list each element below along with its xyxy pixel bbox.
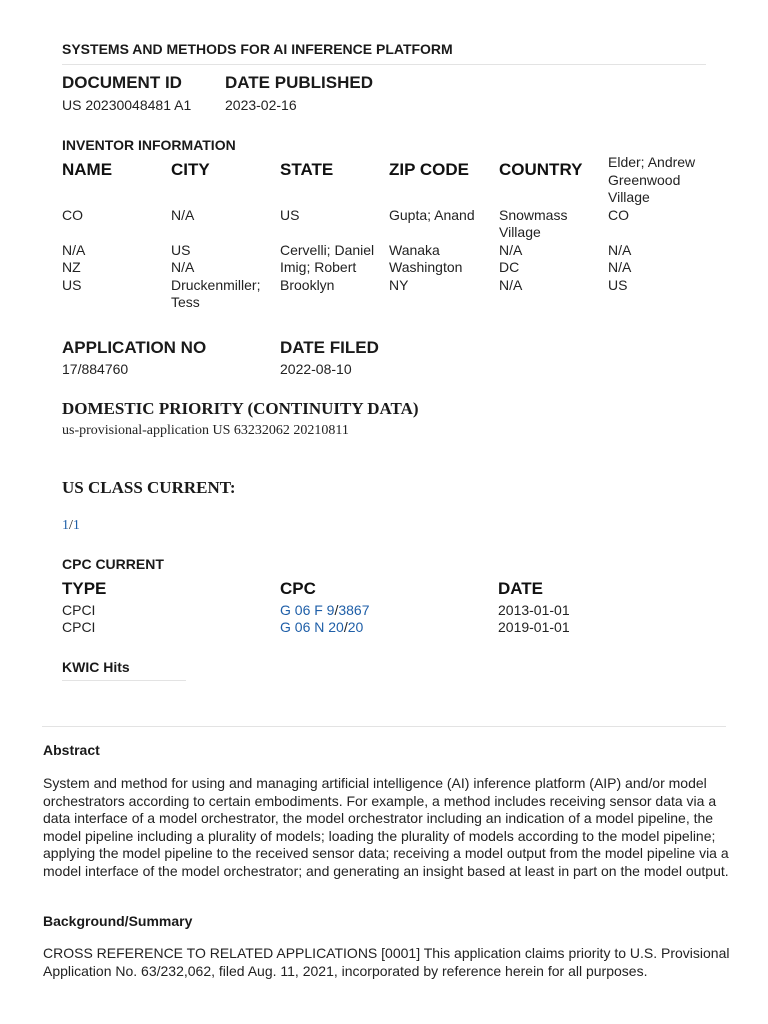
inventor-cell: Brooklyn [280,276,335,293]
inventor-cell: CO [608,206,629,223]
abstract-heading: Abstract [43,742,100,758]
cpc-header-date: DATE [498,579,544,598]
inventor-header-city: CITY [171,160,210,179]
us-class-heading: US CLASS CURRENT: [62,478,236,497]
us-class-separator: / [69,518,73,533]
cpc-link-group[interactable]: G 06 N 20 [280,619,344,635]
inventor-cell: N/A [608,259,632,275]
document-id-label: DOCUMENT ID [62,73,182,92]
cpc-header-cpc: CPC [280,579,316,598]
inventor-header-country: COUNTRY [499,160,583,179]
us-class-link-a[interactable]: 1 [62,518,69,533]
cpc-date: 2019-01-01 [498,619,570,635]
cpc-date: 2013-01-01 [498,601,570,618]
application-no-label: APPLICATION NO [62,338,207,357]
date-published-value: 2023-02-16 [225,97,297,113]
inventor-first-entry [608,154,722,207]
inventor-cell: US [62,276,82,293]
inventor-cell: N/A [608,241,632,258]
inventor-cell: Gupta; Anand [389,206,475,223]
inventor-header-name: NAME [62,160,113,179]
inventor-header-zip: ZIP CODE [389,160,469,179]
divider [62,64,706,65]
cpc-type: CPCI [62,619,96,635]
inventor-cell: N/A [62,241,86,258]
background-heading: Background/Summary [43,913,193,929]
kwic-hits-heading: KWIC Hits [62,659,130,675]
us-class-link-b[interactable]: 1 [72,518,80,533]
inventor-cell: NZ [62,259,81,275]
cpc-current-heading: CPC CURRENT [62,556,164,572]
inventor-cell: US [608,276,628,293]
inventor-header-state: STATE [280,160,334,179]
inventor-cell: N/A [499,241,523,258]
cpc-header-type: TYPE [62,579,107,598]
date-published-label: DATE PUBLISHED [225,73,373,92]
cpc-table [62,580,648,637]
inventor-cell: Druckenmiller; Tess [171,276,261,310]
cpc-code: G 06 F 9/3867 [280,601,370,618]
document-id-value: US 20230048481 A1 [62,97,192,113]
abstract-text: System and method for using and managing artificial intelligence (AI) inference platform (AIP) and/or model orchestrators according to certain embodiments. For example, a method includes receiving sensor data via a data interface of a model orchestrator, the model orchestrator including an indication of a model pipeline, the model pipeline including a plurality of models; loading the plurality of models according to the model pipeline; applying the model pipeline to the received sensor data; receiving a model output from the model pipeline via a model interface of the model orchestrator; and generating an insight based at least in part on the model output. [43,775,729,879]
inventor-cell: N/A [171,259,195,275]
inventor-cell: Wanaka [389,241,440,258]
divider [62,680,186,681]
us-class-links [62,518,80,534]
application-no-value: 17/884760 [62,361,129,377]
inventor-first-name: Elder; Andrew [608,154,696,170]
inventor-cell: NY [389,276,409,293]
inventor-cell: US [280,206,300,223]
cpc-link-subgroup[interactable]: 3867 [338,601,370,618]
inventor-cell: Cervelli; Daniel [280,241,375,258]
date-filed-value: 2022-08-10 [280,361,352,377]
inventor-table [62,155,722,312]
inventor-info-heading: INVENTOR INFORMATION [62,137,236,153]
cpc-type: CPCI [62,601,96,618]
date-filed-label: DATE FILED [280,338,379,357]
cpc-link-group[interactable]: G 06 F 9 [280,601,335,618]
inventor-cell: CO [62,206,83,223]
inventor-cell: Snowmass Village [499,206,568,240]
inventor-cell: Washington [389,259,463,275]
cpc-code: G 06 N 20/20 [280,619,364,635]
inventor-cell: US [171,241,191,258]
inventor-cell: N/A [171,206,195,223]
domestic-priority-heading: DOMESTIC PRIORITY (CONTINUITY DATA) [62,399,419,418]
background-text: CROSS REFERENCE TO RELATED APPLICATIONS [0001] This application claims priority to U.S. Provisional Application No. 63/232,062, filed Aug. 11, 2021, incorporated by reference herein for all purposes. [43,945,730,979]
document-title: SYSTEMS AND METHODS FOR AI INFERENCE PLATFORM [62,41,453,57]
inventor-cell: DC [499,259,520,275]
inventor-cell: N/A [499,276,523,293]
inventor-cell: Imig; Robert [280,259,357,275]
inventor-first-city: Greenwood Village [608,171,681,205]
domestic-priority-value: us-provisional-application US 63232062 20210811 [62,423,349,438]
cpc-link-subgroup[interactable]: 20 [347,619,364,635]
divider [42,726,726,727]
